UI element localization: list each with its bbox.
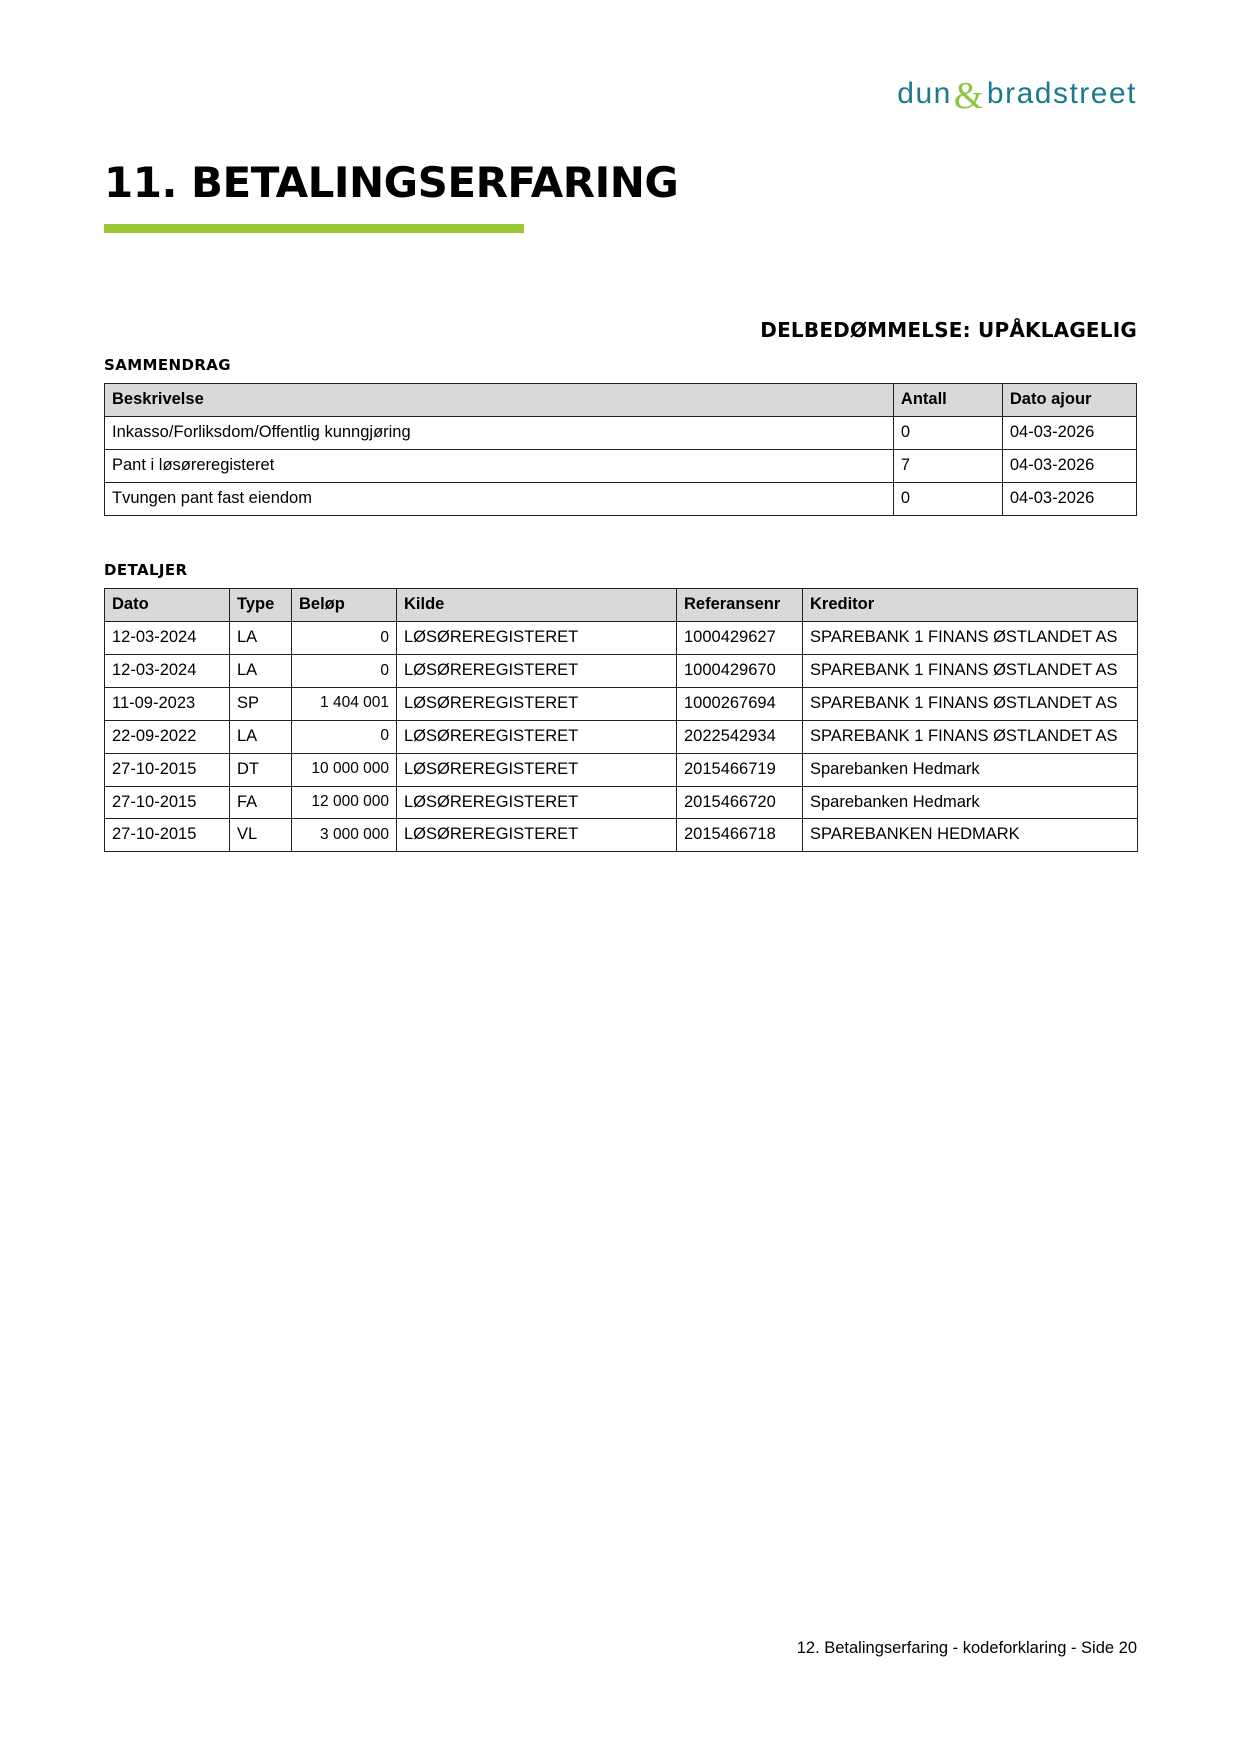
table-row <box>105 819 1138 852</box>
cell-kilde: LØSØREREGISTERET <box>397 621 677 654</box>
cell-referansenr: 2015466719 <box>677 753 803 786</box>
cell-belop: 12 000 000 <box>292 786 397 819</box>
cell-type: DT <box>230 753 292 786</box>
ampersand-icon: & <box>953 75 985 117</box>
cell-kreditor: Sparebanken Hedmark <box>803 786 1138 819</box>
table-row <box>105 416 1137 449</box>
column-header-type: Type <box>230 589 292 622</box>
table-row <box>105 621 1138 654</box>
cell-kilde: LØSØREREGISTERET <box>397 753 677 786</box>
logo-text-right: bradstreet <box>986 77 1137 110</box>
cell-dato: 12-03-2024 <box>105 621 230 654</box>
cell-type: LA <box>230 654 292 687</box>
title-block <box>104 160 678 233</box>
cell-beskrivelse: Pant i løsøreregisteret <box>105 449 894 482</box>
cell-kreditor: SPAREBANK 1 FINANS ØSTLANDET AS <box>803 687 1138 720</box>
column-header-kreditor: Kreditor <box>803 589 1138 622</box>
cell-type: LA <box>230 621 292 654</box>
cell-referansenr: 1000267694 <box>677 687 803 720</box>
cell-dato: 11-09-2023 <box>105 687 230 720</box>
cell-type: FA <box>230 786 292 819</box>
dun-bradstreet-logo <box>897 72 1137 116</box>
cell-referansenr: 2022542934 <box>677 720 803 753</box>
cell-kilde: LØSØREREGISTERET <box>397 687 677 720</box>
cell-dato-ajour: 04-03-2026 <box>1002 449 1136 482</box>
logo-text-left: dun <box>897 77 952 110</box>
table-header-row <box>105 384 1137 417</box>
cell-referansenr: 1000429670 <box>677 654 803 687</box>
cell-kreditor: SPAREBANK 1 FINANS ØSTLANDET AS <box>803 720 1138 753</box>
cell-dato-ajour: 04-03-2026 <box>1002 482 1136 515</box>
cell-kilde: LØSØREREGISTERET <box>397 720 677 753</box>
cell-dato: 27-10-2015 <box>105 753 230 786</box>
table-row <box>105 786 1138 819</box>
cell-kreditor: Sparebanken Hedmark <box>803 753 1138 786</box>
cell-antall: 7 <box>893 449 1002 482</box>
table-row <box>105 687 1138 720</box>
sub-assessment-label: DELBEDØMMELSE: UPÅKLAGELIG <box>760 318 1137 342</box>
page-title: 11. BETALINGSERFARING <box>104 158 679 207</box>
cell-kilde: LØSØREREGISTERET <box>397 654 677 687</box>
column-header-antall: Antall <box>893 384 1002 417</box>
table-row <box>105 654 1138 687</box>
column-header-beskrivelse: Beskrivelse <box>105 384 894 417</box>
table-row <box>105 449 1137 482</box>
cell-beskrivelse: Inkasso/Forliksdom/Offentlig kunngjøring <box>105 416 894 449</box>
cell-referansenr: 2015466720 <box>677 786 803 819</box>
cell-belop: 0 <box>292 720 397 753</box>
cell-dato: 12-03-2024 <box>105 654 230 687</box>
cell-belop: 10 000 000 <box>292 753 397 786</box>
table-header-row <box>105 589 1138 622</box>
table-row <box>105 482 1137 515</box>
column-header-referansenr: Referansenr <box>677 589 803 622</box>
cell-belop: 0 <box>292 621 397 654</box>
column-header-belop: Beløp <box>292 589 397 622</box>
cell-beskrivelse: Tvungen pant fast eiendom <box>105 482 894 515</box>
cell-dato: 22-09-2022 <box>105 720 230 753</box>
cell-type: SP <box>230 687 292 720</box>
cell-kreditor: SPAREBANK 1 FINANS ØSTLANDET AS <box>803 654 1138 687</box>
cell-type: VL <box>230 819 292 852</box>
cell-belop: 3 000 000 <box>292 819 397 852</box>
cell-antall: 0 <box>893 482 1002 515</box>
table-row <box>105 720 1138 753</box>
cell-kreditor: SPAREBANK 1 FINANS ØSTLANDET AS <box>803 621 1138 654</box>
cell-kilde: LØSØREREGISTERET <box>397 819 677 852</box>
summary-table <box>104 383 1137 516</box>
section-label-detaljer: DETALJER <box>104 561 188 579</box>
cell-dato-ajour: 04-03-2026 <box>1002 416 1136 449</box>
cell-referansenr: 2015466718 <box>677 819 803 852</box>
cell-kreditor: SPAREBANKEN HEDMARK <box>803 819 1138 852</box>
cell-type: LA <box>230 720 292 753</box>
section-label-sammendrag: SAMMENDRAG <box>104 356 231 374</box>
cell-referansenr: 1000429627 <box>677 621 803 654</box>
cell-belop: 0 <box>292 654 397 687</box>
cell-belop: 1 404 001 <box>292 687 397 720</box>
details-table <box>104 588 1138 852</box>
column-header-kilde: Kilde <box>397 589 677 622</box>
page-footer: 12. Betalingserfaring - kodeforklaring - Side 20 <box>796 1639 1137 1657</box>
cell-dato: 27-10-2015 <box>105 786 230 819</box>
column-header-dato-ajour: Dato ajour <box>1002 384 1136 417</box>
table-row <box>105 753 1138 786</box>
cell-antall: 0 <box>893 416 1002 449</box>
cell-dato: 27-10-2015 <box>105 819 230 852</box>
cell-kilde: LØSØREREGISTERET <box>397 786 677 819</box>
column-header-dato: Dato <box>105 589 230 622</box>
title-underline-rule <box>104 224 524 233</box>
